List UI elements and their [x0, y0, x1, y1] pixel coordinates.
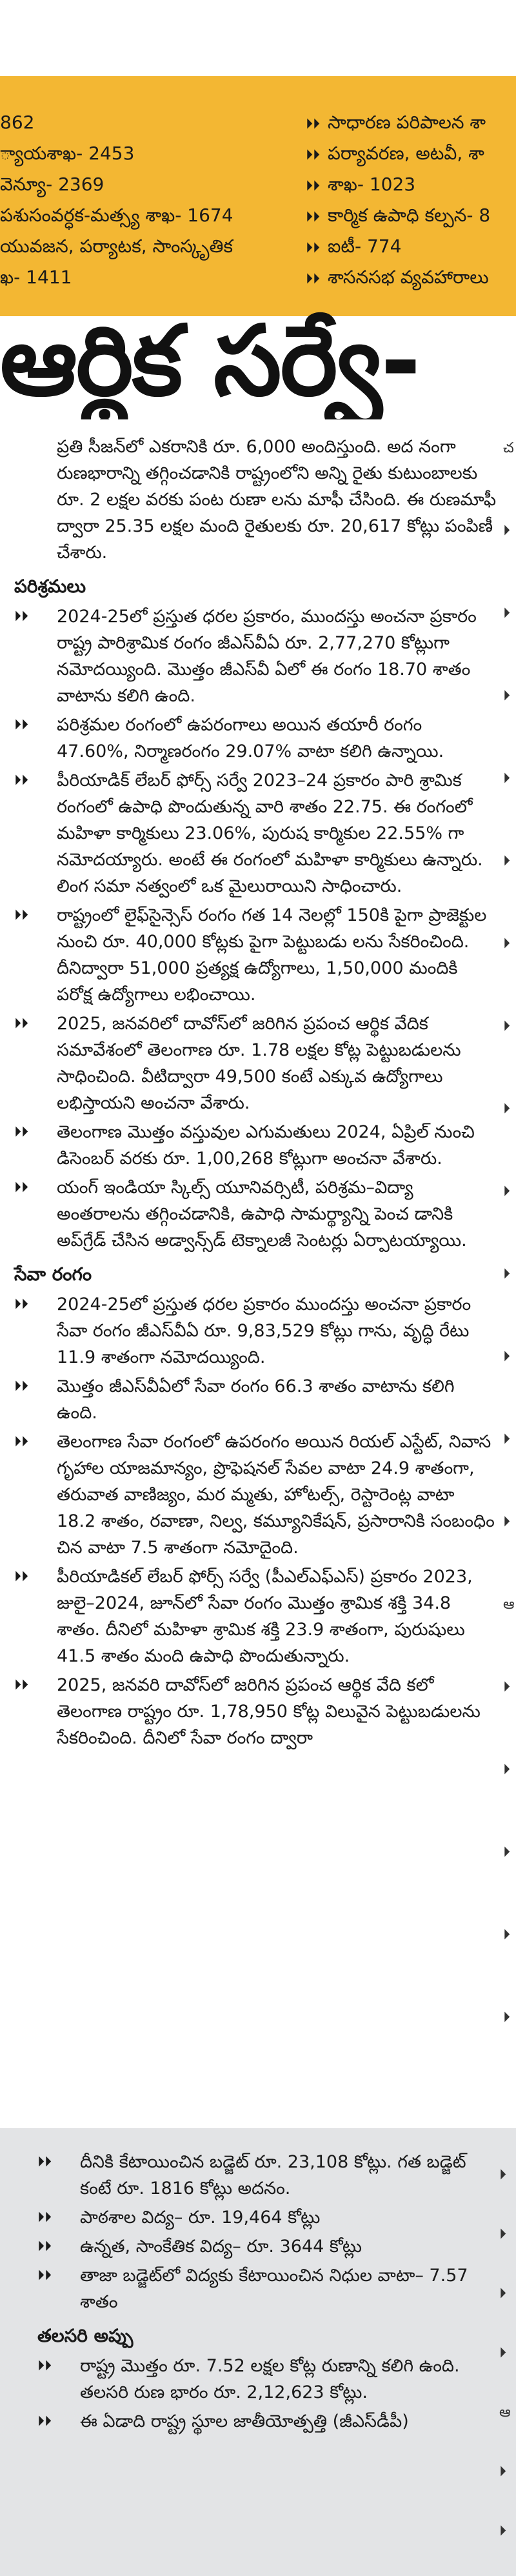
bullet-text: దీనికి కేటాయించిన బడ్జెట్ రూ. 23,108 కోట్లు. గత బడ్జెట్ కంటే రూ. 1816 కోట్లు అదనం. — [80, 2152, 466, 2199]
double-arrow-icon: ⏵⏵ — [14, 1124, 29, 1140]
double-arrow-icon: ⏵⏵ — [14, 1016, 29, 1032]
department-entry: ఖ- 1411 — [0, 267, 72, 288]
double-arrow-icon: ⏵⏵ — [14, 1378, 29, 1394]
department-entry: యువజన, పర్యాటక, సాంస్కృతిక — [0, 236, 233, 257]
bullet-item — [14, 1174, 497, 1254]
double-arrow-icon: ⏵⏵ — [14, 907, 29, 923]
bullet-text: తెలంగాణ మొత్తం వస్తువుల ఎగుమతులు 2024, ఏప్రిల్ నుంచి డిసెంబర్ వరకు రూ. 1,00,268 కోట్లుగా అంచనా వేశారు. — [57, 1122, 475, 1169]
bullet-text: 2024-25లో ప్రస్తుత ధరల ప్రకారం ముందస్తు అంచనా ప్రకారం సేవా రంగం జీఎస్‌వీఏ రూ. 9,83,529 కోట్లు గాను, వృద్ధి రేటు 11.9 శాతంగా నమోదయ్యింది. — [57, 1294, 471, 1367]
neighbor-column-fragment: చ — [503, 440, 514, 456]
department-row — [306, 262, 516, 293]
neighbor-column-fragment: ⏵ — [503, 688, 511, 704]
double-arrow-icon: ⏵⏵ — [14, 1296, 29, 1313]
department-row — [0, 138, 284, 169]
department-entry: సాధారణ పరిపాలన శా — [328, 112, 486, 133]
neighbor-column-fragment: ⏵ — [499, 2464, 507, 2480]
double-arrow-icon: ⏵⏵ — [14, 1434, 29, 1450]
bullet-text: ఉన్నత, సాంకేతిక విద్య– రూ. 3644 కోట్లు — [80, 2237, 362, 2257]
bullet-item — [14, 1672, 497, 1751]
neighbor-column-fragment: ⏵ — [499, 2167, 507, 2183]
neighbor-column-fragment: ⏵ — [503, 1844, 511, 1860]
department-row — [0, 200, 284, 231]
section-heading: పరిశ్రమలు — [14, 576, 86, 597]
double-arrow-icon: ⏵⏵ — [306, 240, 321, 256]
department-row — [306, 138, 516, 169]
bullet-item — [37, 2149, 491, 2202]
department-entry: శాసనసభ వ్యవహారాలు — [328, 267, 489, 288]
education-budget-box — [0, 2128, 516, 2576]
double-arrow-icon: ⏵⏵ — [37, 2239, 52, 2255]
bullet-item — [14, 1291, 497, 1371]
education-budget-content — [37, 2149, 491, 2437]
double-arrow-icon: ⏵⏵ — [14, 1569, 29, 1585]
bullet-text: పరిశ్రమల రంగంలో ఉపరంగాలు అయిన తయారీ రంగం 47.60%, నిర్మాణరంగం 29.07% వాటా కలిగి ఉన్నాయి. — [57, 715, 444, 761]
bullet-item — [37, 2408, 491, 2435]
department-entry: ్యాయశాఖ- 2453 — [0, 143, 135, 164]
neighbor-column-fragment: ⏵ — [503, 1101, 511, 1117]
department-entry: ఐటీ- 774 — [328, 236, 402, 257]
neighbor-column-fragment: ఆ — [503, 1596, 515, 1613]
bullet-text: 2025, జనవరి దావోస్‌లో జరిగిన ప్రపంచ ఆర్థిక వేది కలో తెలంగాణ రాష్ట్రం రూ. 1,78,950 కోట్ల విలువైన పెట్టుబడులను సేకరించింది. దీనిలో సేవా రంగం ద్వారా — [57, 1675, 481, 1748]
department-row — [0, 169, 284, 200]
department-allocation-box — [0, 76, 516, 316]
bullet-item — [14, 1564, 497, 1669]
bullet-text: రాష్ట్ర మొత్తం రూ. 7.52 లక్షల కోట్ల రుణాన్ని కలిగి ఉంది. తలసరి రుణ భారం రూ. 2,12,623 కోట్లు. — [80, 2356, 460, 2402]
article-sections — [14, 572, 497, 1751]
double-arrow-icon: ⏵⏵ — [306, 209, 321, 225]
department-row — [306, 107, 516, 138]
double-arrow-icon: ⏵⏵ — [306, 147, 321, 163]
bullet-text: 2025, జనవరిలో దావోస్‌లో జరిగిన ప్రపంచ ఆర్థిక వేదిక సమావేశంలో తెలంగాణ రూ. 1.78 లక్షల కోట్ల పెట్టుబడులను సాధించింది. వీటిద్వారా 49,500 కంటే ఎక్కువ ఉద్యోగాలు లభిస్తాయని అంచనా వేశారు. — [57, 1014, 461, 1113]
neighbor-column-fragment: ⏵ — [503, 1349, 511, 1365]
bullet-item — [37, 2233, 491, 2260]
department-entry: పశుసంవర్ధక-మత్స్య శాఖ- 1674 — [0, 205, 233, 226]
bullet-item — [14, 712, 497, 765]
department-entry: 862 — [0, 112, 35, 133]
article-main-column — [14, 434, 497, 1754]
neighbor-column-fragment: ⏵ — [499, 2523, 507, 2539]
double-arrow-icon: ⏵⏵ — [37, 2268, 52, 2284]
bullet-text: యంగ్ ఇండియా స్కిల్స్ యూనివర్సిటీ, పరిశ్రమ–విద్యా అంతరాలను తగ్గించడానికి, ఉపాధి సామర్థ్యాన్ని పెంచ డానికి అప్‌గ్రేడ్ చేసిన అడ్వాన్స్‌డ్ టెక్నాలజీ సెంటర్లు ఏర్పాటయ్యాయి. — [57, 1178, 467, 1251]
double-arrow-icon: ⏵⏵ — [37, 2413, 52, 2430]
bullet-item — [14, 767, 497, 900]
department-row — [0, 107, 284, 138]
bullet-text: తెలంగాణ సేవా రంగంలో ఉపరంగం అయిన రియల్ ఎస్టేట్, నివాస గృహాల యాజమాన్యం, ప్రొఫెషనల్ సేవల వాటా 24.9 శాతంగా, తరువాత వాణిజ్యం, మర మ్మతు, హోటల్స్, రెస్టారెంట్ల వాటా 18.2 శాతం, రవాణా, నిల్వ, కమ్యూనికేషన్, ప్రసారానికి సంబంధిం చిన వాటా 7.5 శాతంగా నమోదైంది. — [57, 1432, 495, 1558]
neighbor-column-fragment: ⏵ — [503, 1514, 511, 1530]
department-row — [306, 169, 516, 200]
double-arrow-icon: ⏵⏵ — [14, 717, 29, 733]
department-row — [0, 262, 284, 293]
double-arrow-icon: ⏵⏵ — [37, 2209, 52, 2226]
bullet-item — [14, 1119, 497, 1172]
bullet-text: ఈ ఏడాది రాష్ట్ర స్థూల జాతీయోత్పత్తి (జీఎస్‌డీపీ) — [80, 2411, 409, 2431]
bullet-text: 2024-25లో ప్రస్తుత ధరల ప్రకారం, ముందస్తు అంచనా ప్రకారం రాష్ట్ర పారిశ్రామిక రంగం జీఎస్‌వీఏ రూ. 2,77,270 కోట్లుగా నమోదయ్యింది. మొత్తం జీఎస్‌వీ ఏలో ఈ రంగం 18.70 శాతం వాటాను కలిగి ఉంది. — [57, 607, 477, 706]
department-entry: పర్యావరణ, అటవీ, శా — [328, 143, 484, 164]
bullet-item — [14, 902, 497, 1008]
bullet-text: రాష్ట్రంలో లైఫ్‌సైన్సెస్ రంగం గత 14 నెలల్లో 150కి పైగా ప్రాజెక్టుల నుంచి రూ. 40,000 కోట్లకు పైగా పెట్టుబడు లను సేకరించింది. దీనిద్వారా 51,000 ప్రత్యక్ష ఉద్యోగాలు, 1,50,000 మందికి పరోక్ష ఉద్యోగాలు లభించాయి. — [57, 905, 487, 1005]
department-row — [306, 200, 516, 231]
neighbor-column-fragment: ⏵ — [503, 2009, 511, 2026]
intro-paragraph: ప్రతి సీజన్‌లో ఎకరానికి రూ. 6,000 అందిస్తుంది. అద నంగా రుణభారాన్ని తగ్గించడానికి రాష్ట్రంలోని అన్ని రైతు కుటుంబాలకు రూ. 2 లక్షల వరకు పంట రుణా లను మాఫీ చేసింది. ఈ రుణమాఫీ ద్వారా 25.35 లక్షల మంది రైతులకు రూ. 20,617 కోట్లు పంపిణీ చేశారు. — [57, 437, 497, 563]
bullet-item — [14, 1429, 497, 1561]
neighbor-column-fragment: ⏵ — [499, 2345, 507, 2361]
neighbor-column-fragment: ⏵ — [503, 1927, 511, 1943]
department-entry: కార్మిక ఉపాధి కల్పన- 8 — [328, 205, 491, 226]
neighbor-column-fragment: ⏵ — [503, 853, 511, 869]
neighbor-column-fragment: ⏵ — [503, 605, 511, 621]
neighbor-column-fragment: ⏵ — [503, 1018, 511, 1034]
bullet-text: పీరియాడిక్ లేబర్ ఫోర్స్ సర్వే 2023–24 ప్రకారం పారి శ్రామిక రంగంలో ఉపాధి పొందుతున్న వారి శాతం 22.75. ఈ రంగంలో మహిళా కార్మికులు 23.06%, పురుష కార్మికుల 22.55% గా నమోదయ్యారు. అంటే ఈ రంగంలో మహిళా కార్మికులు ఉన్నారు. లింగ సమా నత్వంలో ఒక మైలురాయిని సాధించారు. — [57, 770, 483, 896]
double-arrow-icon: ⏵⏵ — [306, 178, 321, 194]
bullet-text: పాఠశాల విద్య– రూ. 19,464 కోట్లు — [80, 2208, 321, 2228]
neighbor-column-fragment: ⏵ — [503, 1431, 511, 1447]
department-list-right — [306, 107, 516, 293]
page-headline: ఆర్థిక సర్వే- — [0, 305, 420, 418]
double-arrow-icon: ⏵⏵ — [306, 116, 321, 132]
neighbor-column-fragment: ⏵ — [503, 1183, 511, 1200]
neighbor-column-fragment: ఆ — [499, 2404, 511, 2420]
double-arrow-icon: ⏵⏵ — [37, 2154, 52, 2170]
bullet-item — [14, 603, 497, 709]
double-arrow-icon: ⏵⏵ — [306, 271, 321, 287]
neighbor-column-fragment: ⏵ — [503, 1762, 511, 1778]
bullet-item — [14, 1373, 497, 1426]
double-arrow-icon: ⏵⏵ — [37, 2358, 52, 2374]
bullet-text: పీరియాడికల్ లేబర్ ఫోర్స్ సర్వే (పీఎల్‌ఎఫ్‌ఎస్) ప్రకారం 2023, జులై–2024, జూన్‌లో సేవా రంగం మొత్తం శ్రామిక శక్తి 34.8 శాతం. దీనిలో మహిళా శ్రామిక శక్తి 23.9 శాతంగా, పురుషులు 41.5 శాతం మంది ఉపాధి పొందుతున్నారు. — [57, 1567, 473, 1666]
bullet-item — [37, 2353, 491, 2406]
bullet-text: తాజా బడ్జెట్‌లో విద్యకు కేటాయించిన నిధుల వాటా– 7.57 శాతం — [80, 2266, 468, 2312]
double-arrow-icon: ⏵⏵ — [14, 1180, 29, 1196]
neighbor-column-fragment: ⏵ — [499, 2226, 507, 2242]
bullet-item — [14, 1011, 497, 1116]
department-row — [0, 231, 284, 262]
bullet-item — [37, 2204, 491, 2231]
neighbor-column-fragment: ⏵ — [503, 1679, 511, 1695]
department-entry: వెన్యూ- 2369 — [0, 174, 104, 195]
department-list-left — [0, 107, 284, 293]
section-heading: తలసరి అప్పు — [37, 2325, 134, 2346]
neighbor-column-fragment: ⏵ — [503, 523, 511, 539]
double-arrow-icon: ⏵⏵ — [14, 772, 29, 789]
neighbor-column-fragment: ⏵ — [503, 770, 511, 787]
double-arrow-icon: ⏵⏵ — [14, 609, 29, 625]
neighbor-column-fragment: ⏵ — [503, 1266, 511, 1282]
department-row — [306, 231, 516, 262]
department-entry: శాఖ- 1023 — [328, 174, 416, 195]
section-heading: సేవా రంగం — [14, 1263, 92, 1285]
bullet-item — [37, 2262, 491, 2315]
neighbor-column-fragment: ⏵ — [503, 936, 511, 952]
bullet-text: మొత్తం జీఎస్‌వీఏలో సేవా రంగం 66.3 శాతం వాటాను కలిగి ఉంది. — [57, 1376, 455, 1423]
neighbor-column-fragment: ⏵ — [499, 2286, 507, 2302]
top-margin — [0, 0, 516, 76]
double-arrow-icon: ⏵⏵ — [14, 1677, 29, 1693]
